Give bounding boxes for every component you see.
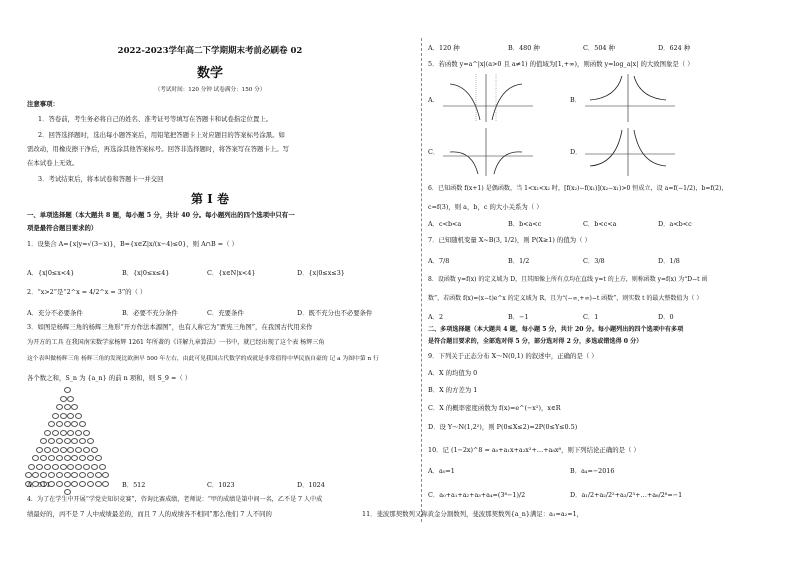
exam-info: （考试时间：120 分钟 试卷满分：150 分） xyxy=(154,87,266,93)
question-8-line-1: 8．设函数 y=f(x) 的定义域为 D，且其图像上所有点均在直线 y=t 的上方，则称函数 y=f(x) 为“D−t 函 xyxy=(428,276,708,283)
note-1: 1．答卷前，考生务必将自己的姓名、准考证号等填写在答题卡和试卷指定位置上。 xyxy=(38,115,273,123)
q10-options-row-2 xyxy=(428,490,682,499)
q6-option-b[interactable]: B．b<a<c xyxy=(508,220,542,228)
q10-option-c[interactable]: C．a₀+a₁+a₂+a₃+a₄=(3⁸−1)/2 xyxy=(428,491,526,499)
q9-option-a[interactable]: A．X 的均值为 0 xyxy=(428,369,478,377)
q5-graph-c xyxy=(438,126,538,178)
q7-option-a[interactable]: A．7/8 xyxy=(428,257,450,265)
q8-options xyxy=(428,312,674,321)
q5-graph-d xyxy=(580,126,680,178)
q5-label-a[interactable]: A． xyxy=(428,96,440,104)
q9-option-b[interactable]: B．X 的方差为 1 xyxy=(428,386,478,394)
q7-option-b[interactable]: B．1/2 xyxy=(508,257,530,265)
right-column xyxy=(362,0,794,562)
q2-option-a[interactable]: A．充分不必要条件 xyxy=(27,309,83,317)
q9-option-c[interactable]: C．X 的概率密度函数为 f(x)=e^(−x²)，x∈R xyxy=(428,404,561,412)
q8-option-a[interactable]: A．2 xyxy=(428,313,444,321)
question-3-line-3: 这个表叫做杨辉三角 杨辉三角的发现比欧洲早 500 年左右，由此可见我国古代数学的成就是非常值得中华民族自豪的 记 a 为图中第 n 行 xyxy=(27,356,379,362)
subject-title: 数学 xyxy=(196,66,223,81)
q4-option-d[interactable]: D．624 种 xyxy=(658,44,691,52)
note-2: 2．回答选择题时，选出每小题答案后，用铅笔把答题卡上对应题目的答案标号涂黑。如 xyxy=(38,131,285,139)
q9-option-d[interactable]: D．设 Y～N(1,2²)，则 P(0≤X≤2)=2P(0≤Y≤0.5) xyxy=(428,423,578,431)
question-7: 7．已知随机变量 X~B(3, 1/2)，则 P(X≥1) 的值为（ ） xyxy=(428,236,591,244)
q5-graph-b xyxy=(580,72,680,124)
question-3-line-1: 3．如图是杨辉三角的杨辉三角形“开方作法本源图”，也有人称它为“贾宪三角图”，在我国古代用来作 xyxy=(27,323,313,331)
q3-option-d[interactable]: D．1024 xyxy=(297,481,325,489)
note-2c: 在本试卷上无效。 xyxy=(27,159,79,167)
q6-options xyxy=(428,219,692,228)
q2-option-d[interactable]: D．既不充分也不必要条件 xyxy=(297,309,373,317)
q3-option-a[interactable]: A．511 xyxy=(27,481,51,489)
notes-heading: 注意事项： xyxy=(27,100,59,108)
q1-option-b[interactable]: B．{x|0≤x≤4} xyxy=(122,269,170,277)
question-8-line-2: 数”，若函数 f(x)=(x−t)e^x 的定义域为 R，且为“(−∞,+∞)−t 函数”，则实数 t 的最大整数值为（ ） xyxy=(428,295,703,302)
q10-options-row-1 xyxy=(428,466,614,475)
question-1: 1．设集合 A={x|y=√(3−x)}，B={x∈Z|x/(x−4)≤0}，则 A∩B =（ ） xyxy=(27,240,238,248)
q4-option-c[interactable]: C．504 种 xyxy=(583,44,615,52)
q5-label-c[interactable]: C． xyxy=(428,148,440,156)
question-5: 5．若函数 y=a^|x|(a>0 且 a≠1) 的值域为[1,+∞)，则函数 y=log_a|x| 的大致图象是（ ） xyxy=(428,60,694,68)
q5-graph-a xyxy=(438,72,538,124)
q5-label-d[interactable]: D． xyxy=(570,148,582,156)
question-3-line-4: 各个数之和，S_n 为 {a_n} 的前 n 项和，则 S_9 =（ ） xyxy=(27,374,192,382)
q4-option-a[interactable]: A．120 种 xyxy=(428,44,460,52)
question-3-line-2: 为开方的工具 在我国南宋数学家杨辉 1261 年所著的《详解九章算法》一书中，就已经出现了这个表 杨辉三角 xyxy=(27,339,325,346)
q8-option-c[interactable]: C．1 xyxy=(583,313,599,321)
q3-option-b[interactable]: B．512 xyxy=(122,481,146,489)
exam-title: 2022-2023学年高二下学期期末考前必刷卷 02 xyxy=(117,46,303,56)
q3-option-c[interactable]: C．1023 xyxy=(207,481,235,489)
q2-option-b[interactable]: B．必要不充分条件 xyxy=(122,309,178,317)
q1-option-a[interactable]: A．{x|0≤x<4} xyxy=(27,269,75,277)
question-10: 10．记 (1−2x)^8 = a₀+a₁x+a₂x²+…+a₈x⁸，则下列结论正确的是（ ） xyxy=(428,446,640,454)
question-6-line-1: 6．已知函数 f(x+1) 是偶函数，当 1<x₁<x₂ 时，[f(x₂)−f(x₁)](x₂−x₁)>0 恒成立，设 a=f(−1/2)，b=f(2)， xyxy=(428,185,728,192)
section2-heading: 二、多项选择题（本大题共 4 题，每小题 5 分，共计 20 分。每小题列出的四个选项中有多项 xyxy=(428,326,684,333)
question-11: 11．斐波那契数列又称黄金分割数列，斐波那契数列{a_n}满足：a₁=a₂=1， xyxy=(362,510,584,518)
q2-option-c[interactable]: C．充要条件 xyxy=(207,309,244,317)
note-3: 3．考试结束后，将本试卷和答题卡一并交回 xyxy=(38,175,164,183)
note-2b: 需改动，用橡皮擦干净后，再选涂其他答案标号。回答非选择题时，将答案写在答题卡上。写 xyxy=(27,145,290,153)
question-6-line-2: c=f(3)，则 a，b，c 的大小关系为（ ） xyxy=(428,203,543,211)
question-4-line-2: 绩最好的，丙不是 7 人中成绩最差的，而且 7 人的成绩各不相同”那么他们 7 人不同的 xyxy=(27,510,272,518)
q1-option-d[interactable]: D．{x|0≤x≤3} xyxy=(297,269,345,277)
q6-option-d[interactable]: D．a<b<c xyxy=(658,220,692,228)
q7-options xyxy=(428,256,680,265)
column-divider xyxy=(421,38,422,522)
q3-options xyxy=(27,480,325,489)
q2-options xyxy=(27,308,372,317)
q5-label-b[interactable]: B． xyxy=(570,96,582,104)
section1-heading: 一、单项选择题（本大题共 8 题，每小题 5 分，共计 40 分。每小题列出的四个选项中只有一 xyxy=(27,211,295,219)
q10-option-a[interactable]: A．a₀=1 xyxy=(428,467,455,475)
q7-option-c[interactable]: C．3/8 xyxy=(583,257,605,265)
q4-options xyxy=(428,43,690,52)
q8-option-b[interactable]: B．−1 xyxy=(508,313,529,321)
q10-option-d[interactable]: D．a₁/2+a₂/2²+a₃/2³+…+a₈/2⁸=−1 xyxy=(570,491,683,499)
q6-option-c[interactable]: C．b<c<a xyxy=(583,220,617,228)
q1-option-c[interactable]: C．{x∈N|x<4} xyxy=(207,269,256,277)
q4-option-b[interactable]: B．480 种 xyxy=(508,44,540,52)
q6-option-a[interactable]: A．c<b<a xyxy=(428,220,462,228)
section-title: 第 I 卷 xyxy=(191,192,229,206)
q8-option-d[interactable]: D．0 xyxy=(658,313,674,321)
section1-heading-2: 项是最符合题目要求的） xyxy=(27,224,98,232)
question-2: 2．“x>2”是“2^x = 4/2^x = 3”的（ ） xyxy=(27,288,147,296)
q1-options xyxy=(27,268,345,277)
q10-option-b[interactable]: B．a₄=−2016 xyxy=(570,467,615,475)
q7-option-d[interactable]: D．1/8 xyxy=(658,257,680,265)
question-4-line-1: 4．为了在学生中开展“学党史知识竞赛”，咨询比赛成绩，老师说：“甲的成绩是第中间一名，乙不是 7 人中成 xyxy=(27,496,323,503)
section2-heading-2: 是符合题目要求的，全部选对得 5 分，部分选对得 2 分，多选或错选得 0 分） xyxy=(428,338,643,345)
question-9: 9．下列关于正态分布 X～N(0,1) 的叙述中，正确的是（ ） xyxy=(428,352,598,360)
